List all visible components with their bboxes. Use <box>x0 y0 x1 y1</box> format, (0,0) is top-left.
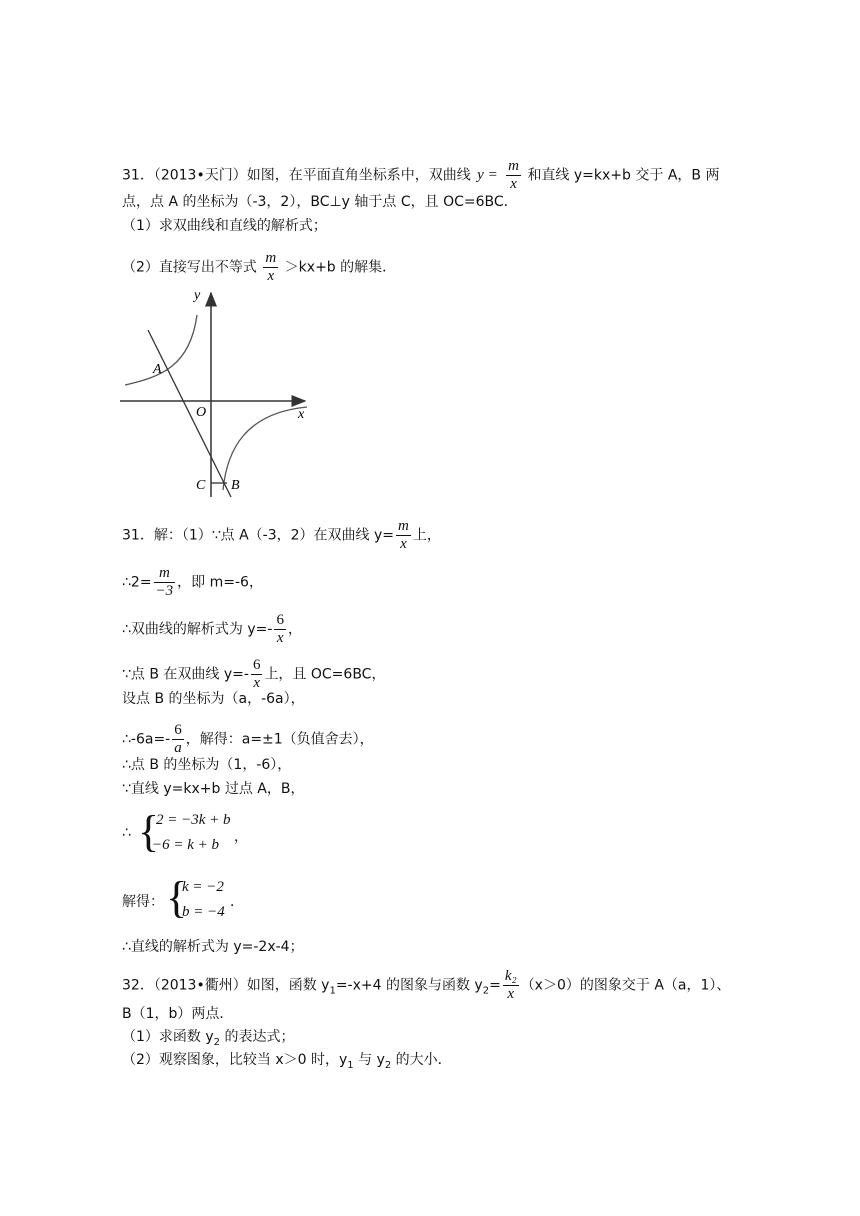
q32-fraction: $\frac{\text{k₂}}{x}$ <box>504 968 517 1002</box>
solution-fraction: $\frac{m}{-3}$ <box>155 565 174 599</box>
q31-line3: （1）求双曲线和直线的解析式； <box>122 218 327 234</box>
label-y: y <box>194 288 201 303</box>
straight-line <box>148 330 231 497</box>
equation-line: k = −2 <box>182 879 224 895</box>
brace-icon: { <box>138 807 160 856</box>
label-o: O <box>196 405 207 420</box>
q31-fraction-lhs: y = <box>477 167 498 183</box>
q32-line4: （2）观察图象，比较当 x＞0 时，$y_1$ 与 $y_2$ 的大小． <box>122 1052 452 1071</box>
solution-line4: ∵点 B 在双曲线 y=- $\frac{6}{x}$ 上，且 OC=6BC， <box>122 657 386 691</box>
solution-fraction: $\frac{6}{x}$ <box>252 657 261 691</box>
label-c: C <box>196 478 206 493</box>
solution-line11: ∴直线的解析式为 y=-2x-4； <box>122 939 304 955</box>
equation-system-2: 解得： { k = −2 b = −4 ． <box>122 873 244 922</box>
brace-icon: { <box>166 873 188 922</box>
q31-text: 31．（2013•天门）如图，在平面直角坐标系中，双曲线 <box>122 167 471 184</box>
q31-fraction: $\frac{m}{x}$ <box>508 158 519 192</box>
q31-text: 和直线 y=kx+b 交于 A，B 两 <box>527 167 720 184</box>
solution-line3: ∴双曲线的解析式为 y=- $\frac{6}{x}$ ， <box>122 612 302 646</box>
hyperbola-figure <box>115 285 315 500</box>
q31-line1 <box>122 158 719 193</box>
q31-inequality-fraction: $\frac{m}{x}$ <box>265 250 277 284</box>
solution-line7: ∴点 B 的坐标为（1，-6）， <box>122 757 292 773</box>
equation-line: −6 = k + b <box>152 837 220 853</box>
q31-line4: （2）直接写出不等式 $\frac{m}{x}$ ＞kx+b 的解集． <box>122 250 397 284</box>
label-x: x <box>298 407 305 422</box>
q32-line2: B（1，b）两点． <box>122 1006 234 1022</box>
equation-line: 2 = −3k + b <box>156 812 231 828</box>
equation-line: b = −4 <box>182 904 225 920</box>
label-b: B <box>231 478 240 493</box>
solution-line5: 设点 B 的坐标为（a，-6a）， <box>122 691 305 707</box>
q31-line2: 点，点 A 的坐标为（-3，2），BC⊥y 轴于点 C，且 OC=6BC． <box>122 194 518 210</box>
solution-fraction: $\frac{6}{x}$ <box>276 612 284 646</box>
solution-line8: ∵直线 y=kx+b 过点 A，B， <box>122 781 305 797</box>
q32-line1: 32．（2013•衢州）如图，函数 $y_1=-x+4$ 的图象与函数 $y_2=$ $\frac{\text{k₂}}{x}$ （x＞0）的图象交于 A（a，1）、 <box>122 968 731 1002</box>
label-a: A <box>153 362 162 377</box>
solution-line1: 31．解：（1）∵点 A（-3，2）在双曲线 y= $\frac{m}{x}$ 上， <box>122 518 441 552</box>
equation-system-1: ∴ { 2 = −3k + b −6 = k + b ， <box>122 807 248 856</box>
solution-line2: ∴2= $\frac{m}{-3}$ ，即 m=-6， <box>122 565 263 599</box>
solution-line6: ∴-6a=- $\frac{6}{a}$ ，解得：a=±1（负值舍去）， <box>122 722 374 756</box>
q32-line3: （1）求函数 $y_2$ 的表达式； <box>122 1029 295 1048</box>
solution-fraction: $\frac{m}{x}$ <box>398 518 409 552</box>
solution-fraction: $\frac{6}{a}$ <box>174 722 182 756</box>
